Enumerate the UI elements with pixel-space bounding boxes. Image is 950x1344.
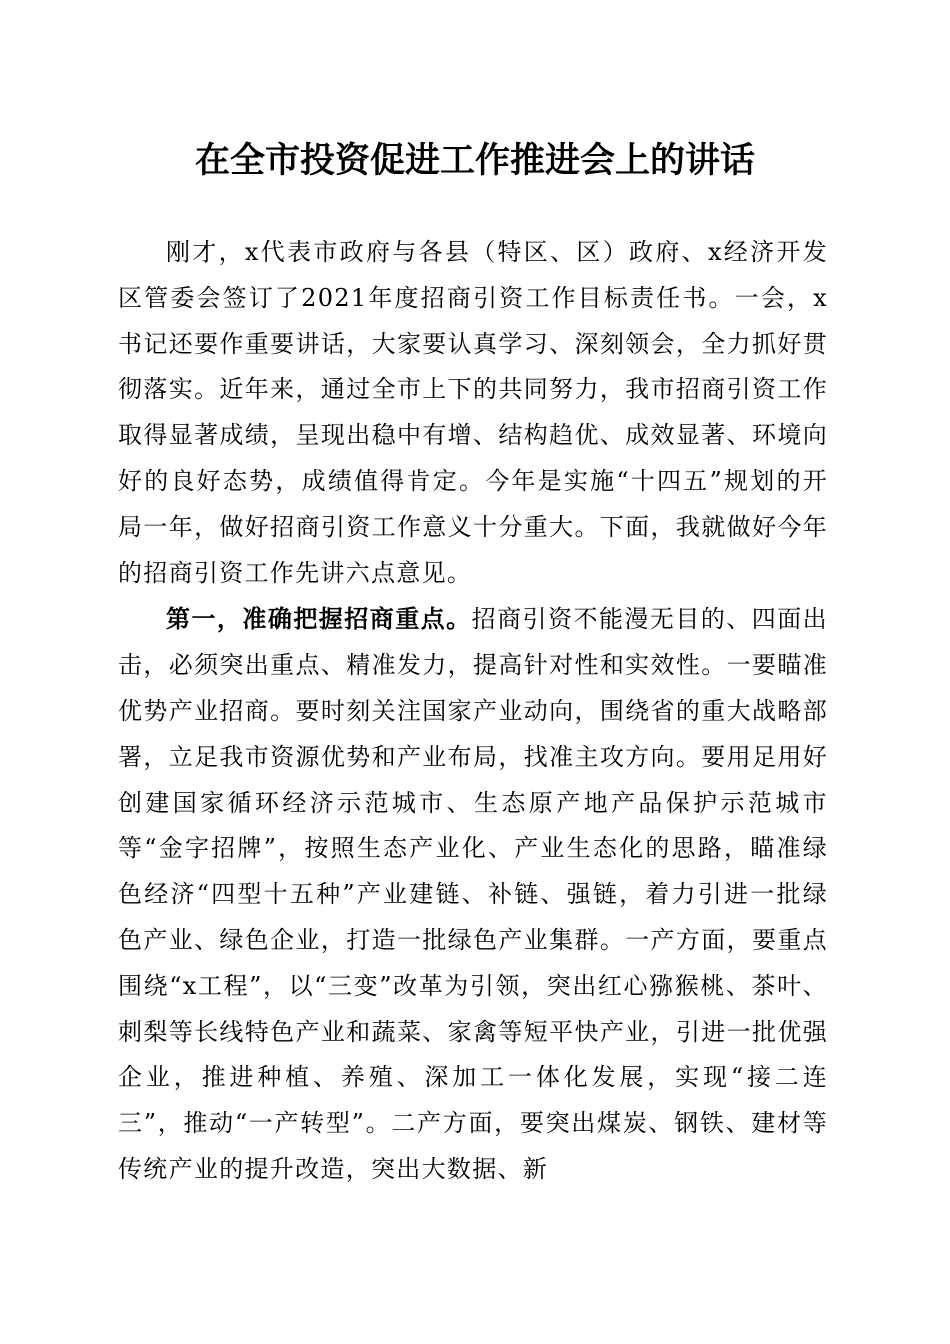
- paragraph-first-point: [118, 596, 828, 1192]
- page-title: 在全市投资促进工作推进会上的讲话: [194, 140, 755, 181]
- paragraph-intro: 刚才，x代表市政府与各县（特区、区）政府、x经济开发区管委会签订了2021年度招商引资工作目标责任书。一会，x书记还要作重要讲话，大家要认真学习、深刻领会，全力抓好贯彻落实。近年来，通过全市上下的共同努力，我市招商引资工作取得显著成绩，呈现出稳中有增、结构趋优、成效显著、环境向好的良好态势，成绩值得肯定。今年是实施“十四五”规划的开局一年，做好招商引资工作意义十分重大。下面，我就做好今年的招商引资工作先讲六点意见。: [118, 238, 828, 587]
- paragraph-first-point-body: 招商引资不能漫无目的、四面出击，必须突出重点、精准发力，提高针对性和实效性。一要瞄准优势产业招商。要时刻关注国家产业动向，围绕省的重大战略部署，立足我市资源优势和产业布局，找准主攻方向。要用足用好创建国家循环经济示范城市、生态原产地产品保护示范城市等“金字招牌”，按照生态产业化、产业生态化的思路，瞄准绿色经济“四型十五种”产业建链、补链、强链，着力引进一批绿色产业、绿色企业，打造一批绿色产业集群。一产方面，要重点围绕“x工程”，以“三变”改革为引领，突出红心猕猴桃、茶叶、刺梨等长线特色产业和蔬菜、家禽等短平快产业，引进一批优强企业，推进种植、养殖、深加工一体化发展，实现“接二连三”，推动“一产转型”。二产方面，要突出煤炭、钢铁、建材等传统产业的提升改造，突出大数据、新: [118, 605, 828, 1183]
- paragraph-lead-heading: 第一，准确把握招商重点。: [166, 604, 472, 634]
- document-body: [118, 230, 828, 1193]
